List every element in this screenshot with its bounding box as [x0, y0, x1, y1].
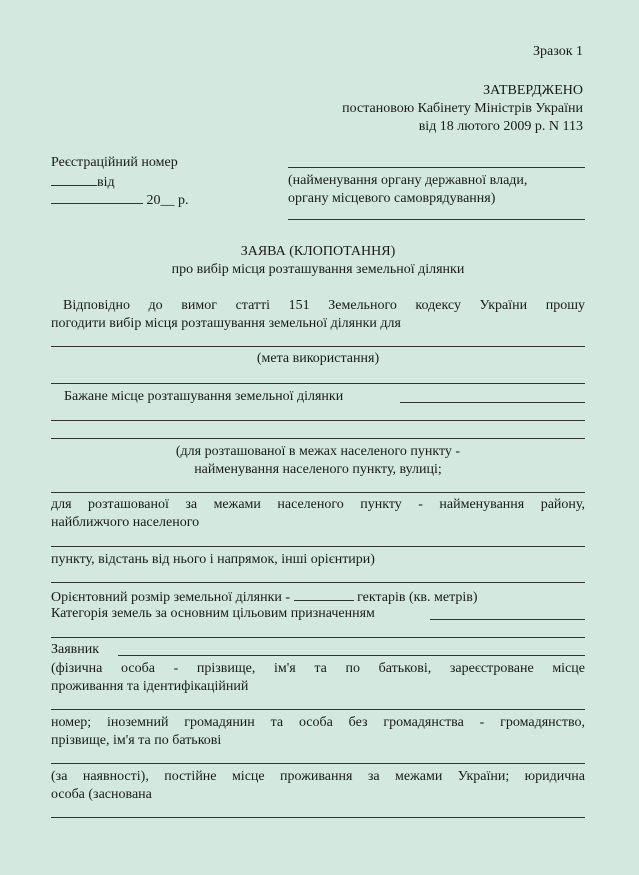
- applicant-field[interactable]: [118, 655, 585, 656]
- foreign-caption-2: прізвище, ім'я та по батькові: [51, 733, 222, 748]
- registration-label: Реєстраційний номер: [51, 155, 178, 170]
- registration-from: від: [97, 175, 115, 190]
- applicant-label: Заявник: [51, 642, 100, 657]
- location-line-1[interactable]: [51, 420, 585, 421]
- foreign-line[interactable]: [51, 763, 585, 764]
- authority-caption-2: органу місцевого самоврядування): [288, 191, 496, 206]
- sample-label: Зразок 1: [533, 44, 583, 59]
- legal-caption-2: особа (заснована: [51, 787, 152, 802]
- person-caption-1: (фізична особа - прізвище, ім'я та по батькові, зареєстроване місце: [51, 661, 585, 676]
- desired-location-label: Бажане місце розташування земельної ділянки: [64, 389, 344, 404]
- registration-number-blank[interactable]: [51, 172, 97, 186]
- desired-location-field[interactable]: [400, 402, 585, 403]
- authority-name-line-2[interactable]: [288, 219, 585, 220]
- legal-caption-1: (за наявності), постійне місце проживання за межами України; юридична: [51, 769, 585, 784]
- outside-caption-1: для розташованої за межами населеного пункту - найменування району,: [51, 497, 585, 512]
- inside-location-line[interactable]: [51, 492, 585, 493]
- purpose-line[interactable]: [51, 346, 585, 347]
- person-line[interactable]: [51, 709, 585, 710]
- purpose-caption: (мета використання): [256, 351, 380, 366]
- purpose-line-2[interactable]: [51, 383, 585, 384]
- inside-caption-1: (для розташованої в межах населеного пункту -: [175, 444, 461, 459]
- location-line-2[interactable]: [51, 438, 585, 439]
- intro-line-1: Відповідно до вимог статті 151 Земельного кодексу України прошу: [63, 298, 585, 313]
- approval-line-1: постановою Кабінету Міністрів України: [342, 101, 583, 116]
- inside-caption-2: найменування населеного пункту, вулиці;: [194, 462, 442, 477]
- size-suffix: гектарів (кв. метрів): [357, 590, 478, 605]
- legal-line[interactable]: [51, 817, 585, 818]
- authority-caption-1: (найменування органу державної влади,: [288, 173, 528, 188]
- category-line[interactable]: [51, 637, 585, 638]
- form-subtitle: про вибір місця розташування земельної ділянки: [171, 262, 465, 277]
- outside-caption-3: пункту, відстань від нього і напрямок, інші орієнтири): [51, 552, 375, 567]
- outside-location-line-2[interactable]: [51, 582, 585, 583]
- registration-year: 20__ р.: [146, 193, 189, 208]
- registration-date-line: [51, 172, 115, 192]
- size-line: [51, 587, 478, 607]
- foreign-caption-1: номер; іноземний громадянин та особа без громадянства - громадянство,: [51, 715, 585, 730]
- approval-line-2: від 18 лютого 2009 р. N 113: [418, 119, 583, 134]
- approved-heading: ЗАТВЕРДЖЕНО: [483, 83, 583, 98]
- outside-location-line[interactable]: [51, 546, 585, 547]
- authority-name-line[interactable]: [288, 167, 585, 168]
- outside-caption-2: найближчого населеного: [51, 515, 200, 530]
- size-blank[interactable]: [294, 587, 354, 601]
- category-field[interactable]: [430, 619, 585, 620]
- person-caption-2: проживання та ідентифікаційний: [51, 679, 249, 694]
- intro-line-2: погодити вибір місця розташування земельної ділянки для: [51, 316, 401, 331]
- registration-year-line: [51, 190, 189, 210]
- category-label: Категорія земель за основним цільовим призначенням: [51, 606, 375, 621]
- size-prefix: Орієнтовний розмір земельної ділянки -: [51, 590, 291, 605]
- form-title: ЗАЯВА (КЛОПОТАННЯ): [240, 244, 396, 259]
- registration-date-blank[interactable]: [51, 190, 143, 204]
